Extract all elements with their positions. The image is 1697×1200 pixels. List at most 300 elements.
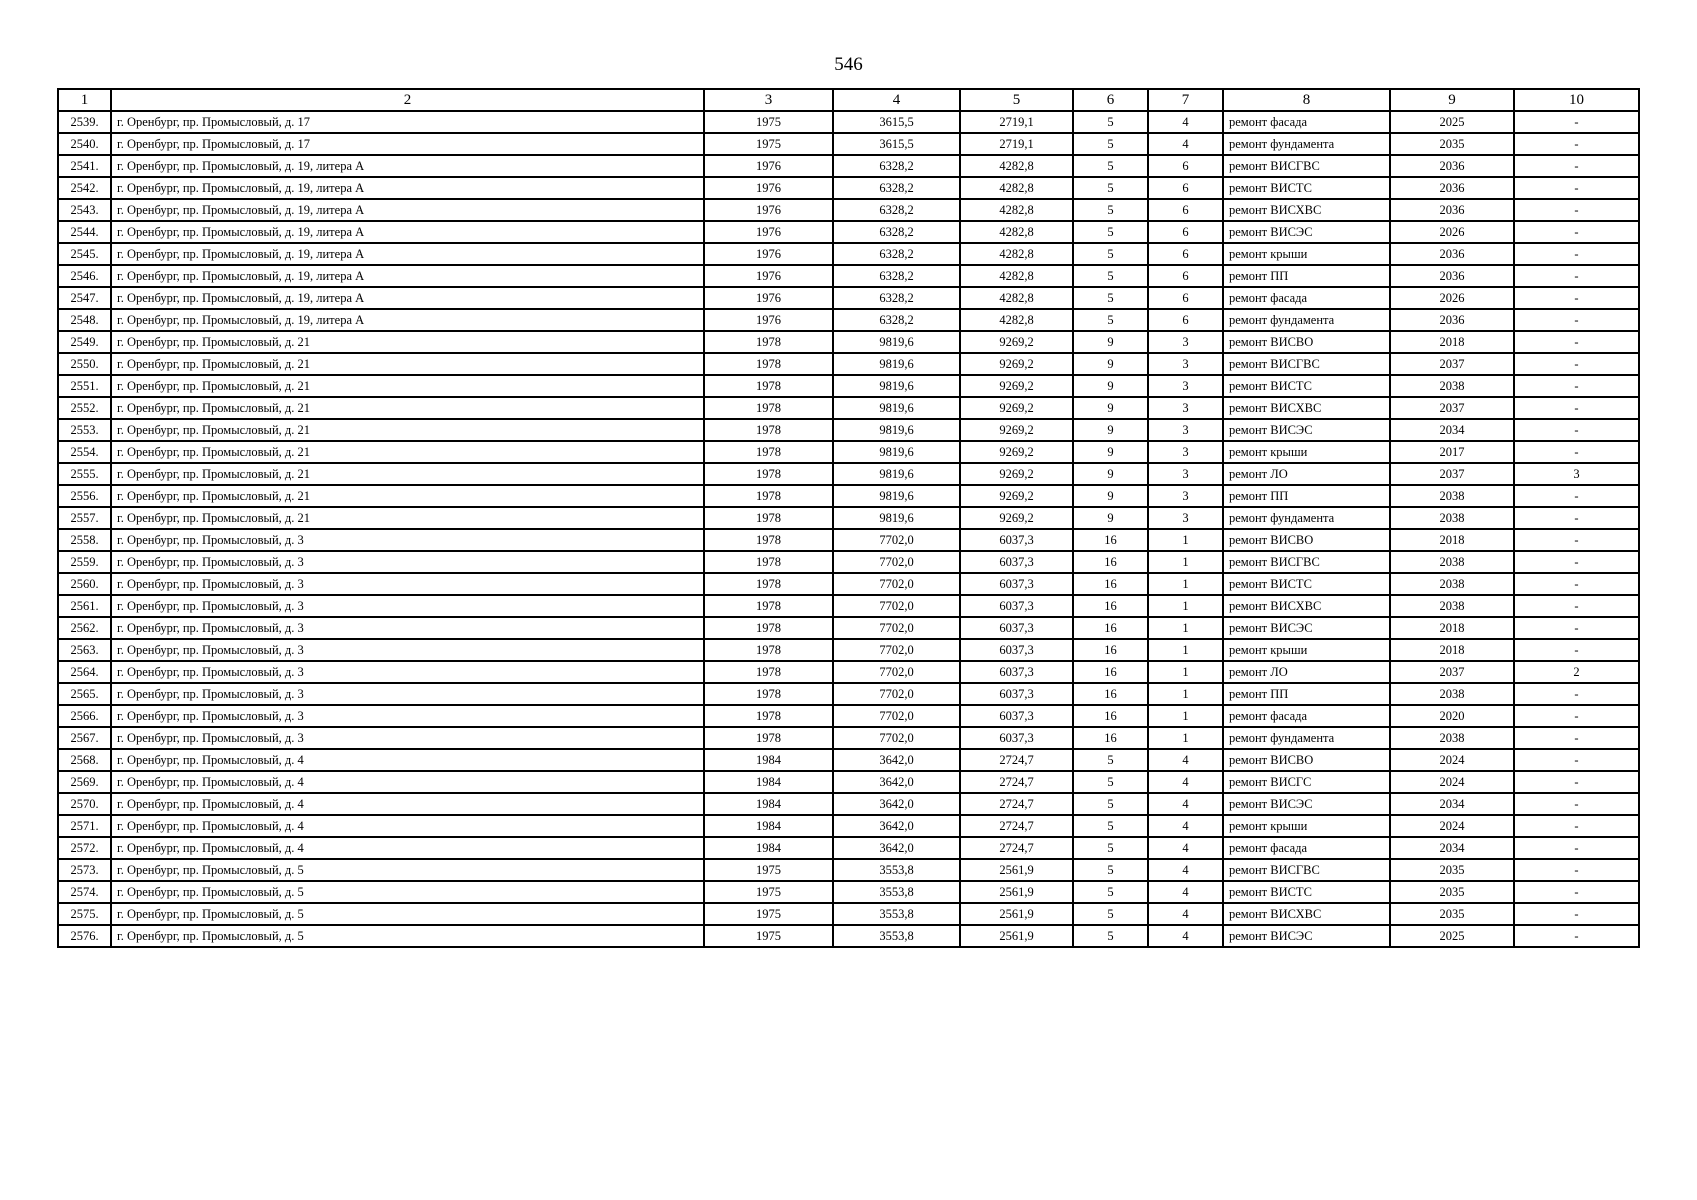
cell-build-year: 1976 — [704, 287, 833, 309]
cell-entrances: 1 — [1148, 727, 1223, 749]
cell-build-year: 1978 — [704, 573, 833, 595]
cell-address: г. Оренбург, пр. Промысловый, д. 19, литера А — [111, 221, 704, 243]
cell-total-area: 6328,2 — [833, 155, 960, 177]
cell-address: г. Оренбург, пр. Промысловый, д. 4 — [111, 793, 704, 815]
cell-work-type: ремонт ЛО — [1223, 661, 1390, 683]
cell-work-type: ремонт ВИСЭС — [1223, 419, 1390, 441]
cell-planned-year: 2038 — [1390, 727, 1514, 749]
cell-value: - — [1514, 925, 1639, 947]
cell-total-area: 3642,0 — [833, 815, 960, 837]
cell-work-type: ремонт ВИСЭС — [1223, 617, 1390, 639]
cell-floors: 9 — [1073, 507, 1148, 529]
cell-entrances: 1 — [1148, 639, 1223, 661]
cell-total-area: 7702,0 — [833, 639, 960, 661]
cell-living-area: 9269,2 — [960, 507, 1073, 529]
cell-address: г. Оренбург, пр. Промысловый, д. 19, литера А — [111, 199, 704, 221]
cell-value: - — [1514, 221, 1639, 243]
cell-address: г. Оренбург, пр. Промысловый, д. 21 — [111, 375, 704, 397]
column-header: 2 — [111, 89, 704, 111]
cell-entrances: 1 — [1148, 617, 1223, 639]
cell-work-type: ремонт ВИСЭС — [1223, 793, 1390, 815]
cell-work-type: ремонт ВИСЭС — [1223, 925, 1390, 947]
cell-living-area: 4282,8 — [960, 177, 1073, 199]
column-header: 3 — [704, 89, 833, 111]
cell-planned-year: 2035 — [1390, 859, 1514, 881]
cell-address: г. Оренбург, пр. Промысловый, д. 21 — [111, 463, 704, 485]
table-row — [58, 529, 1639, 551]
cell-work-type: ремонт ПП — [1223, 485, 1390, 507]
table-row — [58, 419, 1639, 441]
cell-entrances: 6 — [1148, 177, 1223, 199]
cell-value: - — [1514, 529, 1639, 551]
cell-living-area: 2724,7 — [960, 837, 1073, 859]
cell-address: г. Оренбург, пр. Промысловый, д. 19, литера А — [111, 309, 704, 331]
cell-work-type: ремонт ВИСГВС — [1223, 155, 1390, 177]
cell-living-area: 6037,3 — [960, 727, 1073, 749]
cell-work-type: ремонт ПП — [1223, 683, 1390, 705]
table-row — [58, 573, 1639, 595]
cell-planned-year: 2018 — [1390, 617, 1514, 639]
cell-row-number: 2575. — [58, 903, 111, 925]
cell-value: - — [1514, 177, 1639, 199]
cell-work-type: ремонт ВИСГВС — [1223, 353, 1390, 375]
cell-living-area: 9269,2 — [960, 485, 1073, 507]
cell-value: - — [1514, 507, 1639, 529]
cell-value: - — [1514, 859, 1639, 881]
cell-build-year: 1976 — [704, 243, 833, 265]
cell-row-number: 2545. — [58, 243, 111, 265]
cell-living-area: 2724,7 — [960, 749, 1073, 771]
column-header: 10 — [1514, 89, 1639, 111]
cell-work-type: ремонт ВИСТС — [1223, 573, 1390, 595]
table-row — [58, 353, 1639, 375]
cell-entrances: 3 — [1148, 331, 1223, 353]
cell-living-area: 2561,9 — [960, 925, 1073, 947]
cell-row-number: 2543. — [58, 199, 111, 221]
cell-planned-year: 2038 — [1390, 683, 1514, 705]
cell-address: г. Оренбург, пр. Промысловый, д. 4 — [111, 837, 704, 859]
cell-total-area: 7702,0 — [833, 529, 960, 551]
cell-floors: 5 — [1073, 287, 1148, 309]
cell-row-number: 2553. — [58, 419, 111, 441]
cell-build-year: 1978 — [704, 485, 833, 507]
cell-build-year: 1978 — [704, 419, 833, 441]
cell-value: - — [1514, 287, 1639, 309]
cell-entrances: 1 — [1148, 683, 1223, 705]
cell-total-area: 7702,0 — [833, 727, 960, 749]
cell-living-area: 4282,8 — [960, 309, 1073, 331]
cell-floors: 5 — [1073, 771, 1148, 793]
cell-row-number: 2547. — [58, 287, 111, 309]
cell-total-area: 7702,0 — [833, 595, 960, 617]
table-row — [58, 749, 1639, 771]
cell-row-number: 2554. — [58, 441, 111, 463]
cell-build-year: 1976 — [704, 265, 833, 287]
table-row — [58, 155, 1639, 177]
cell-planned-year: 2025 — [1390, 111, 1514, 133]
cell-value: - — [1514, 133, 1639, 155]
table-row — [58, 859, 1639, 881]
cell-value: - — [1514, 595, 1639, 617]
cell-address: г. Оренбург, пр. Промысловый, д. 3 — [111, 595, 704, 617]
cell-value: - — [1514, 749, 1639, 771]
cell-entrances: 6 — [1148, 199, 1223, 221]
cell-total-area: 3553,8 — [833, 925, 960, 947]
cell-entrances: 6 — [1148, 243, 1223, 265]
cell-entrances: 4 — [1148, 925, 1223, 947]
cell-row-number: 2574. — [58, 881, 111, 903]
cell-build-year: 1978 — [704, 551, 833, 573]
cell-total-area: 9819,6 — [833, 353, 960, 375]
cell-work-type: ремонт ВИСГВС — [1223, 859, 1390, 881]
cell-work-type: ремонт крыши — [1223, 441, 1390, 463]
cell-address: г. Оренбург, пр. Промысловый, д. 21 — [111, 353, 704, 375]
cell-address: г. Оренбург, пр. Промысловый, д. 19, литера А — [111, 287, 704, 309]
cell-planned-year: 2037 — [1390, 353, 1514, 375]
cell-planned-year: 2034 — [1390, 837, 1514, 859]
cell-row-number: 2563. — [58, 639, 111, 661]
table-row — [58, 287, 1639, 309]
cell-value: - — [1514, 771, 1639, 793]
cell-row-number: 2576. — [58, 925, 111, 947]
cell-planned-year: 2036 — [1390, 155, 1514, 177]
cell-total-area: 7702,0 — [833, 705, 960, 727]
cell-living-area: 6037,3 — [960, 595, 1073, 617]
cell-build-year: 1975 — [704, 881, 833, 903]
cell-build-year: 1976 — [704, 309, 833, 331]
cell-build-year: 1975 — [704, 903, 833, 925]
cell-planned-year: 2036 — [1390, 243, 1514, 265]
cell-floors: 16 — [1073, 551, 1148, 573]
cell-living-area: 2561,9 — [960, 881, 1073, 903]
cell-total-area: 9819,6 — [833, 375, 960, 397]
cell-living-area: 6037,3 — [960, 617, 1073, 639]
cell-total-area: 3615,5 — [833, 111, 960, 133]
cell-planned-year: 2017 — [1390, 441, 1514, 463]
cell-floors: 9 — [1073, 419, 1148, 441]
column-header: 6 — [1073, 89, 1148, 111]
cell-address: г. Оренбург, пр. Промысловый, д. 5 — [111, 925, 704, 947]
cell-living-area: 2719,1 — [960, 111, 1073, 133]
cell-entrances: 3 — [1148, 397, 1223, 419]
cell-entrances: 1 — [1148, 573, 1223, 595]
cell-living-area: 9269,2 — [960, 397, 1073, 419]
cell-row-number: 2568. — [58, 749, 111, 771]
cell-value: 3 — [1514, 463, 1639, 485]
cell-row-number: 2566. — [58, 705, 111, 727]
column-header: 4 — [833, 89, 960, 111]
page-number: 546 — [834, 54, 863, 75]
cell-build-year: 1978 — [704, 529, 833, 551]
cell-address: г. Оренбург, пр. Промысловый, д. 21 — [111, 441, 704, 463]
cell-total-area: 3642,0 — [833, 771, 960, 793]
cell-total-area: 3642,0 — [833, 749, 960, 771]
cell-total-area: 7702,0 — [833, 573, 960, 595]
cell-floors: 5 — [1073, 221, 1148, 243]
cell-planned-year: 2018 — [1390, 331, 1514, 353]
cell-row-number: 2557. — [58, 507, 111, 529]
cell-address: г. Оренбург, пр. Промысловый, д. 5 — [111, 903, 704, 925]
cell-floors: 5 — [1073, 265, 1148, 287]
table-row — [58, 463, 1639, 485]
cell-address: г. Оренбург, пр. Промысловый, д. 3 — [111, 617, 704, 639]
cell-planned-year: 2025 — [1390, 925, 1514, 947]
cell-value: - — [1514, 837, 1639, 859]
cell-value: - — [1514, 265, 1639, 287]
cell-floors: 5 — [1073, 155, 1148, 177]
cell-living-area: 4282,8 — [960, 155, 1073, 177]
cell-planned-year: 2038 — [1390, 485, 1514, 507]
cell-total-area: 9819,6 — [833, 397, 960, 419]
column-header: 9 — [1390, 89, 1514, 111]
cell-planned-year: 2034 — [1390, 419, 1514, 441]
cell-planned-year: 2038 — [1390, 551, 1514, 573]
cell-entrances: 6 — [1148, 265, 1223, 287]
cell-work-type: ремонт крыши — [1223, 243, 1390, 265]
cell-entrances: 1 — [1148, 529, 1223, 551]
table-row — [58, 199, 1639, 221]
cell-build-year: 1976 — [704, 221, 833, 243]
cell-address: г. Оренбург, пр. Промысловый, д. 4 — [111, 815, 704, 837]
cell-planned-year: 2038 — [1390, 573, 1514, 595]
cell-value: - — [1514, 419, 1639, 441]
cell-address: г. Оренбург, пр. Промысловый, д. 3 — [111, 573, 704, 595]
cell-work-type: ремонт крыши — [1223, 815, 1390, 837]
cell-row-number: 2572. — [58, 837, 111, 859]
cell-planned-year: 2024 — [1390, 749, 1514, 771]
cell-planned-year: 2035 — [1390, 881, 1514, 903]
cell-planned-year: 2026 — [1390, 287, 1514, 309]
cell-total-area: 3642,0 — [833, 793, 960, 815]
table-row — [58, 221, 1639, 243]
cell-work-type: ремонт фундамента — [1223, 133, 1390, 155]
cell-floors: 16 — [1073, 705, 1148, 727]
cell-work-type: ремонт фасада — [1223, 287, 1390, 309]
cell-work-type: ремонт ВИСВО — [1223, 331, 1390, 353]
cell-value: - — [1514, 881, 1639, 903]
cell-value: - — [1514, 155, 1639, 177]
table-row — [58, 265, 1639, 287]
cell-living-area: 9269,2 — [960, 441, 1073, 463]
cell-living-area: 6037,3 — [960, 573, 1073, 595]
cell-work-type: ремонт фасада — [1223, 705, 1390, 727]
cell-living-area: 2561,9 — [960, 903, 1073, 925]
table-row — [58, 441, 1639, 463]
cell-living-area: 6037,3 — [960, 661, 1073, 683]
cell-value: - — [1514, 243, 1639, 265]
cell-value: - — [1514, 353, 1639, 375]
cell-floors: 5 — [1073, 793, 1148, 815]
cell-planned-year: 2035 — [1390, 903, 1514, 925]
cell-build-year: 1978 — [704, 705, 833, 727]
cell-total-area: 6328,2 — [833, 287, 960, 309]
cell-planned-year: 2035 — [1390, 133, 1514, 155]
cell-value: - — [1514, 815, 1639, 837]
cell-total-area: 7702,0 — [833, 551, 960, 573]
cell-address: г. Оренбург, пр. Промысловый, д. 17 — [111, 111, 704, 133]
cell-work-type: ремонт крыши — [1223, 639, 1390, 661]
cell-address: г. Оренбург, пр. Промысловый, д. 17 — [111, 133, 704, 155]
cell-planned-year: 2038 — [1390, 507, 1514, 529]
cell-entrances: 3 — [1148, 353, 1223, 375]
cell-work-type: ремонт ВИСВО — [1223, 749, 1390, 771]
cell-entrances: 1 — [1148, 705, 1223, 727]
cell-floors: 9 — [1073, 441, 1148, 463]
cell-living-area: 2724,7 — [960, 793, 1073, 815]
cell-entrances: 4 — [1148, 133, 1223, 155]
cell-build-year: 1975 — [704, 111, 833, 133]
cell-row-number: 2546. — [58, 265, 111, 287]
cell-value: - — [1514, 111, 1639, 133]
cell-total-area: 3553,8 — [833, 859, 960, 881]
cell-build-year: 1975 — [704, 925, 833, 947]
cell-address: г. Оренбург, пр. Промысловый, д. 19, литера А — [111, 243, 704, 265]
cell-address: г. Оренбург, пр. Промысловый, д. 3 — [111, 727, 704, 749]
table-row — [58, 925, 1639, 947]
cell-value: - — [1514, 551, 1639, 573]
cell-value: - — [1514, 441, 1639, 463]
cell-entrances: 4 — [1148, 881, 1223, 903]
cell-planned-year: 2036 — [1390, 199, 1514, 221]
cell-entrances: 6 — [1148, 309, 1223, 331]
cell-entrances: 3 — [1148, 485, 1223, 507]
cell-build-year: 1975 — [704, 859, 833, 881]
cell-planned-year: 2038 — [1390, 375, 1514, 397]
cell-total-area: 9819,6 — [833, 441, 960, 463]
table-body — [58, 111, 1639, 947]
cell-living-area: 2724,7 — [960, 815, 1073, 837]
table-row — [58, 375, 1639, 397]
cell-address: г. Оренбург, пр. Промысловый, д. 3 — [111, 639, 704, 661]
cell-planned-year: 2034 — [1390, 793, 1514, 815]
cell-value: - — [1514, 485, 1639, 507]
cell-living-area: 4282,8 — [960, 265, 1073, 287]
cell-total-area: 6328,2 — [833, 199, 960, 221]
cell-build-year: 1976 — [704, 199, 833, 221]
cell-value: - — [1514, 309, 1639, 331]
table-row — [58, 397, 1639, 419]
cell-row-number: 2560. — [58, 573, 111, 595]
cell-row-number: 2569. — [58, 771, 111, 793]
cell-build-year: 1976 — [704, 177, 833, 199]
cell-living-area: 6037,3 — [960, 683, 1073, 705]
cell-total-area: 9819,6 — [833, 463, 960, 485]
cell-work-type: ремонт ВИСХВС — [1223, 199, 1390, 221]
table-header-row — [58, 89, 1639, 111]
cell-floors: 9 — [1073, 353, 1148, 375]
cell-living-area: 9269,2 — [960, 353, 1073, 375]
cell-total-area: 3642,0 — [833, 837, 960, 859]
cell-living-area: 9269,2 — [960, 419, 1073, 441]
cell-row-number: 2544. — [58, 221, 111, 243]
cell-row-number: 2551. — [58, 375, 111, 397]
cell-entrances: 6 — [1148, 155, 1223, 177]
cell-floors: 5 — [1073, 903, 1148, 925]
cell-total-area: 9819,6 — [833, 507, 960, 529]
cell-work-type: ремонт ВИСГС — [1223, 771, 1390, 793]
cell-living-area: 6037,3 — [960, 705, 1073, 727]
cell-entrances: 4 — [1148, 837, 1223, 859]
cell-build-year: 1978 — [704, 617, 833, 639]
cell-address: г. Оренбург, пр. Промысловый, д. 5 — [111, 859, 704, 881]
cell-floors: 9 — [1073, 485, 1148, 507]
cell-living-area: 6037,3 — [960, 639, 1073, 661]
cell-total-area: 6328,2 — [833, 221, 960, 243]
cell-row-number: 2540. — [58, 133, 111, 155]
cell-row-number: 2542. — [58, 177, 111, 199]
cell-entrances: 1 — [1148, 661, 1223, 683]
cell-floors: 16 — [1073, 639, 1148, 661]
cell-entrances: 3 — [1148, 507, 1223, 529]
cell-living-area: 4282,8 — [960, 199, 1073, 221]
cell-address: г. Оренбург, пр. Промысловый, д. 3 — [111, 551, 704, 573]
cell-entrances: 6 — [1148, 287, 1223, 309]
cell-work-type: ремонт ВИСХВС — [1223, 397, 1390, 419]
cell-build-year: 1978 — [704, 639, 833, 661]
cell-entrances: 4 — [1148, 111, 1223, 133]
table-row — [58, 331, 1639, 353]
cell-floors: 5 — [1073, 133, 1148, 155]
cell-floors: 16 — [1073, 595, 1148, 617]
cell-address: г. Оренбург, пр. Промысловый, д. 21 — [111, 485, 704, 507]
cell-row-number: 2559. — [58, 551, 111, 573]
cell-work-type: ремонт ВИСВО — [1223, 529, 1390, 551]
cell-planned-year: 2036 — [1390, 177, 1514, 199]
cell-value: - — [1514, 705, 1639, 727]
cell-row-number: 2571. — [58, 815, 111, 837]
cell-floors: 16 — [1073, 573, 1148, 595]
cell-value: - — [1514, 683, 1639, 705]
cell-address: г. Оренбург, пр. Промысловый, д. 4 — [111, 749, 704, 771]
cell-work-type: ремонт фасада — [1223, 837, 1390, 859]
cell-work-type: ремонт ЛО — [1223, 463, 1390, 485]
cell-address: г. Оренбург, пр. Промысловый, д. 21 — [111, 397, 704, 419]
cell-work-type: ремонт ПП — [1223, 265, 1390, 287]
cell-entrances: 6 — [1148, 221, 1223, 243]
cell-living-area: 9269,2 — [960, 331, 1073, 353]
cell-living-area: 6037,3 — [960, 551, 1073, 573]
cell-value: - — [1514, 573, 1639, 595]
cell-row-number: 2570. — [58, 793, 111, 815]
table-row — [58, 727, 1639, 749]
cell-total-area: 7702,0 — [833, 661, 960, 683]
cell-value: - — [1514, 397, 1639, 419]
cell-build-year: 1984 — [704, 771, 833, 793]
cell-planned-year: 2026 — [1390, 221, 1514, 243]
cell-floors: 5 — [1073, 925, 1148, 947]
cell-floors: 5 — [1073, 309, 1148, 331]
table-row — [58, 815, 1639, 837]
table-row — [58, 177, 1639, 199]
cell-row-number: 2567. — [58, 727, 111, 749]
cell-floors: 5 — [1073, 199, 1148, 221]
cell-address: г. Оренбург, пр. Промысловый, д. 3 — [111, 705, 704, 727]
column-header: 1 — [58, 89, 111, 111]
table-row — [58, 485, 1639, 507]
cell-build-year: 1978 — [704, 595, 833, 617]
cell-total-area: 9819,6 — [833, 419, 960, 441]
cell-entrances: 4 — [1148, 815, 1223, 837]
table-row — [58, 551, 1639, 573]
cell-living-area: 9269,2 — [960, 375, 1073, 397]
cell-total-area: 7702,0 — [833, 617, 960, 639]
cell-living-area: 4282,8 — [960, 243, 1073, 265]
cell-row-number: 2561. — [58, 595, 111, 617]
cell-total-area: 3615,5 — [833, 133, 960, 155]
cell-living-area: 4282,8 — [960, 221, 1073, 243]
cell-planned-year: 2037 — [1390, 661, 1514, 683]
cell-build-year: 1978 — [704, 353, 833, 375]
